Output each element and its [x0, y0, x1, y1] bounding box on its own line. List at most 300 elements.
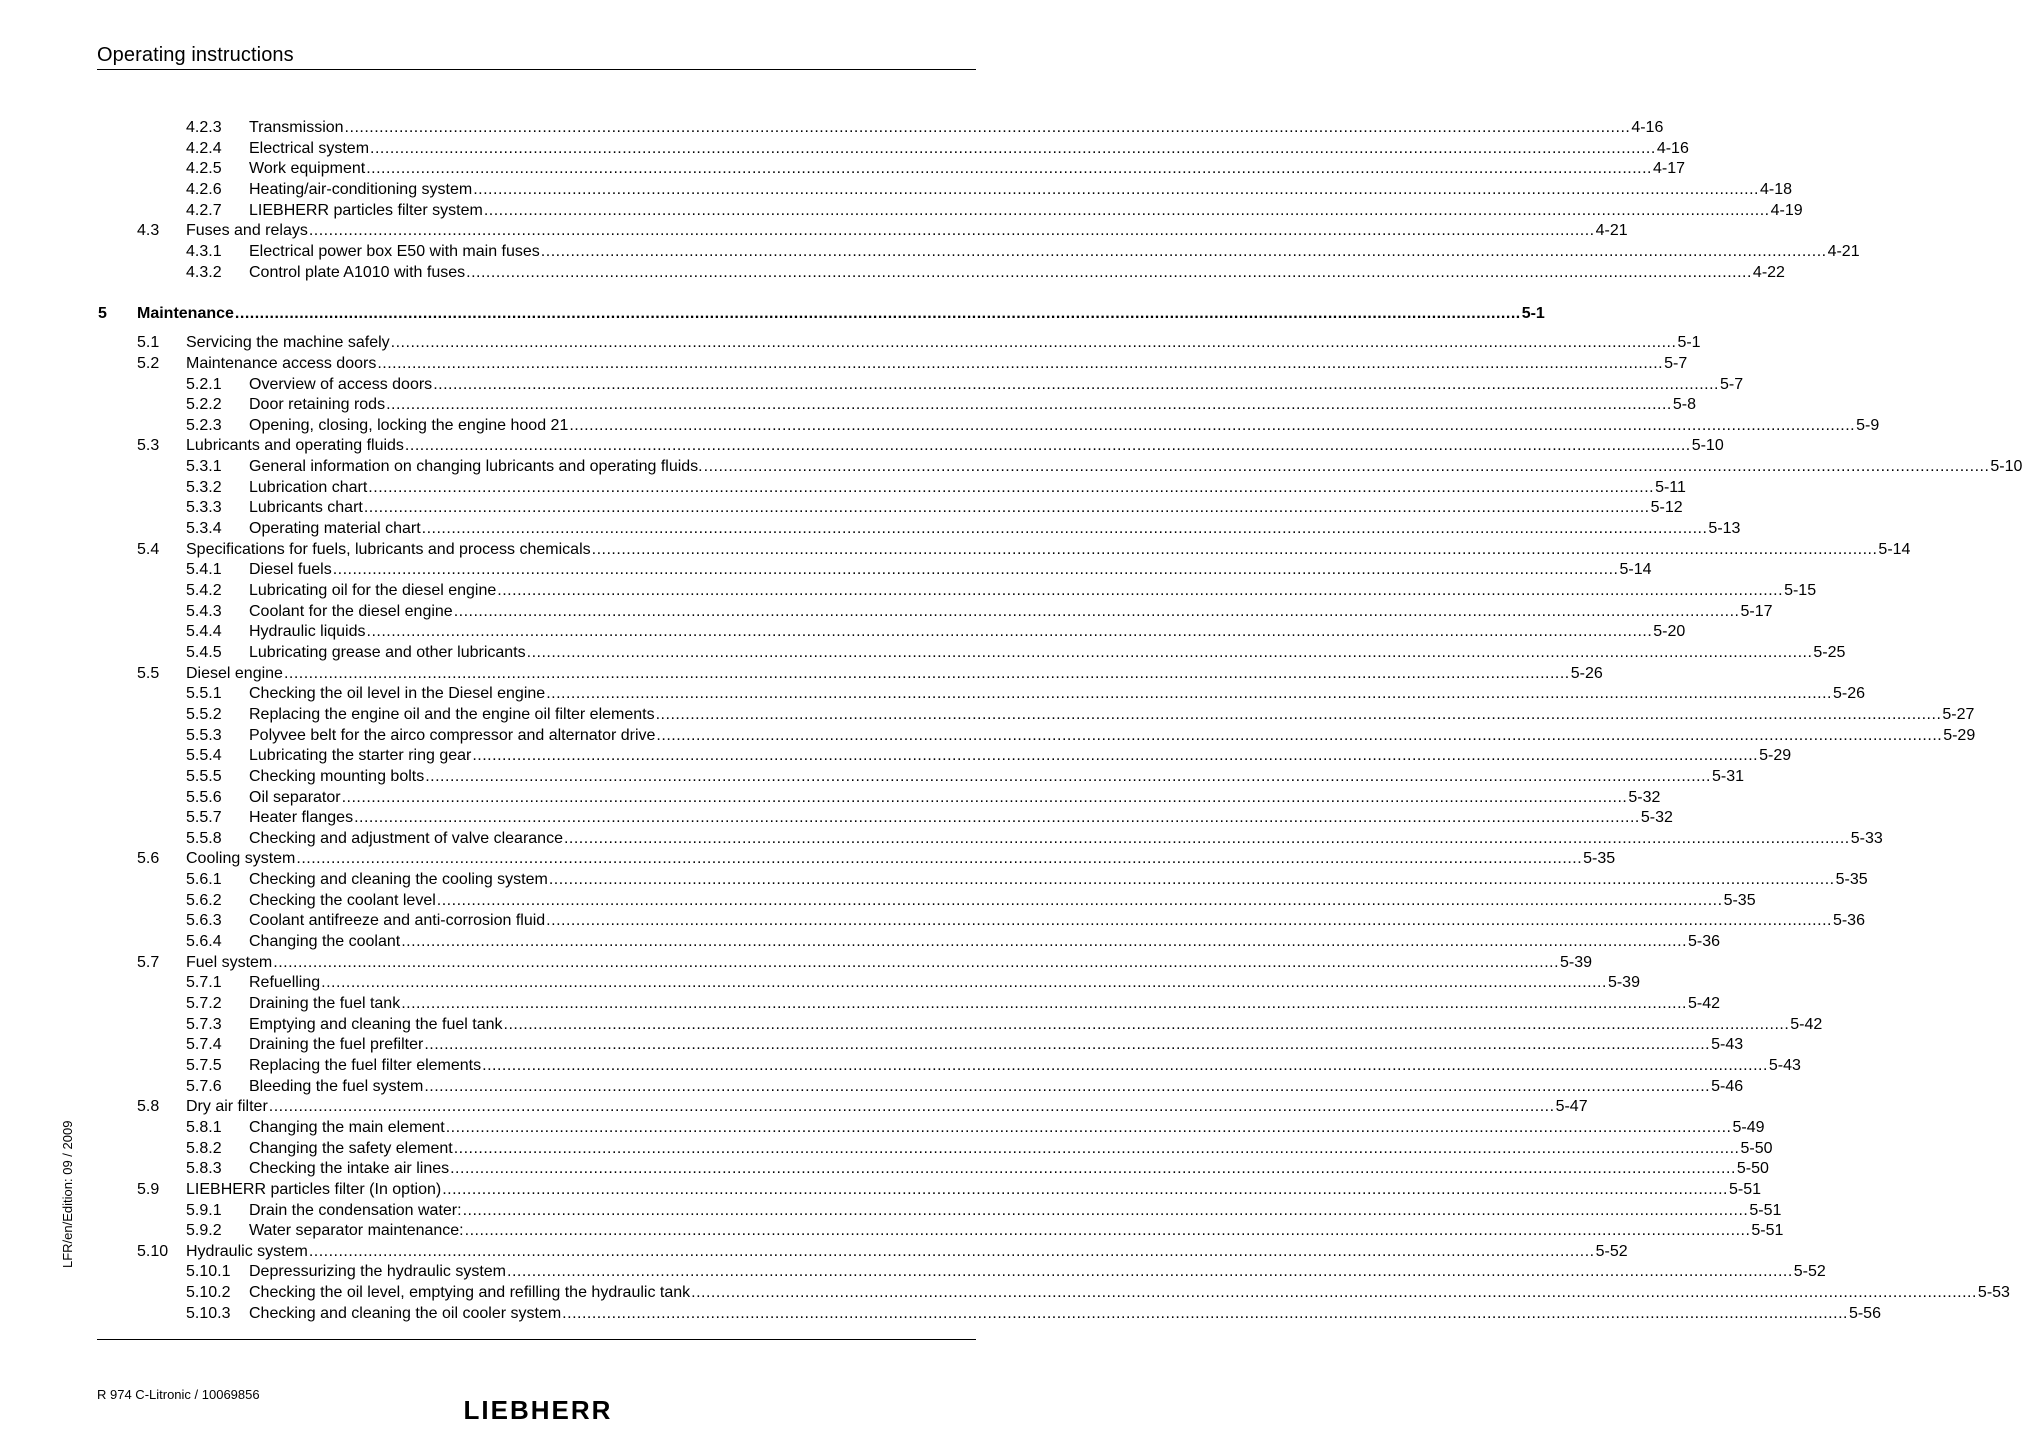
toc-section-title: Checking the intake air lines	[249, 1160, 450, 1178]
toc-page-number: 5-7	[1664, 354, 1688, 372]
toc-page-number: 5-42	[1687, 995, 1721, 1012]
toc-entry	[249, 622, 1686, 642]
toc-entry	[249, 932, 1721, 952]
toc-entry	[249, 684, 1865, 704]
toc-entry	[186, 354, 1688, 374]
toc-section-number: 5.10.2	[186, 1284, 231, 1302]
toc-dot-leader: ....................................................................................................................................................................................................................................................................	[390, 334, 1677, 352]
toc-dot-leader: ....................................................................................................................................................................................................................................................................	[424, 1036, 1711, 1054]
toc-section-title: General information on changing lubricants and operating fluids.	[249, 458, 703, 476]
toc-dot-leader: ....................................................................................................................................................................................................................................................................	[453, 602, 1740, 620]
toc-page-number: 5-47	[1555, 1098, 1588, 1116]
toc-row[interactable]	[0, 849, 1616, 869]
toc-row[interactable]	[0, 1035, 1744, 1055]
toc-page-number: 5-8	[1672, 396, 1696, 414]
toc-page-number: 5-26	[1832, 685, 1865, 703]
toc-row[interactable]	[0, 1201, 1782, 1221]
toc-page-number: 5-51	[1728, 1180, 1762, 1198]
toc-section-number: 5.5.2	[186, 705, 222, 723]
toc-row[interactable]	[0, 1077, 1744, 1097]
toc-entry	[249, 994, 1721, 1014]
toc-section-title: Oil separator	[249, 788, 341, 806]
toc-row[interactable]	[0, 375, 1744, 395]
toc-row[interactable]	[0, 540, 1911, 560]
toc-row[interactable]	[0, 333, 1701, 353]
toc-row[interactable]	[0, 1097, 1588, 1117]
footer-rule	[97, 1339, 976, 1340]
toc-entry	[249, 1283, 2010, 1303]
toc-dot-leader: ....................................................................................................................................................................................................................................................................	[507, 1263, 1793, 1281]
toc-dot-leader: ....................................................................................................................................................................................................................................................................	[591, 540, 1878, 558]
toc-section-number: 5.7.3	[186, 1015, 222, 1033]
toc-section-number: 5.5.8	[186, 829, 222, 847]
toc-row[interactable]	[0, 457, 2022, 477]
toc-page-number: 5-43	[1768, 1056, 1801, 1074]
toc-chapter-row[interactable]	[0, 304, 1545, 324]
toc-entry	[249, 201, 1803, 221]
toc-entry	[249, 1118, 1765, 1138]
toc-entry	[249, 180, 1793, 200]
toc-entry	[249, 788, 1661, 808]
toc-page-number: 5-51	[1751, 1222, 1784, 1240]
toc-row[interactable]	[0, 139, 1689, 159]
toc-entry	[249, 159, 1686, 179]
toc-dot-leader: ....................................................................................................................................................................................................................................................................	[308, 1242, 1595, 1260]
toc-section-title: Maintenance	[137, 305, 234, 323]
toc-entry	[186, 1242, 1628, 1262]
toc-page-number: 5-32	[1628, 788, 1661, 806]
toc-dot-leader: ....................................................................................................................................................................................................................................................................	[497, 582, 1784, 599]
toc-dot-leader: ....................................................................................................................................................................................................................................................................	[273, 953, 1560, 971]
toc-section-number: 5.9	[137, 1180, 160, 1198]
toc-entry	[249, 808, 1673, 828]
toc-entry	[249, 1159, 1769, 1179]
toc-page-number: 5-33	[1850, 829, 1883, 847]
toc-row[interactable]	[0, 994, 1721, 1014]
toc-entry	[249, 891, 1756, 911]
toc-dot-leader: ....................................................................................................................................................................................................................................................................	[548, 871, 1835, 889]
toc-row[interactable]	[0, 1118, 1765, 1138]
toc-section-number: 5.3.4	[186, 520, 222, 538]
toc-section-title: Servicing the machine safely	[186, 334, 390, 352]
toc-row[interactable]	[0, 891, 1756, 911]
toc-section-title: Work equipment	[249, 160, 366, 178]
toc-row[interactable]	[0, 201, 1803, 221]
toc-section-title: Fuses and relays	[186, 222, 308, 240]
toc-section-number: 5.3.3	[186, 499, 222, 517]
toc-page-number: 5-1	[1677, 334, 1701, 352]
toc-section-title: Heating/air-conditioning system	[249, 180, 473, 198]
toc-page-number: 5-52	[1595, 1242, 1628, 1260]
toc-page-number: 4-21	[1595, 222, 1628, 240]
toc-entry	[186, 333, 1701, 353]
toc-row[interactable]	[0, 746, 1792, 766]
toc-page-number: 5-7	[1719, 375, 1744, 393]
toc-section-title: Coolant for the diesel engine	[249, 602, 453, 620]
toc-row[interactable]	[0, 870, 1868, 890]
logo-text: LIEBHERR	[463, 1395, 613, 1425]
toc-dot-leader: ....................................................................................................................................................................................................................................................................	[703, 458, 1990, 476]
toc-section-title: Water separator maintenance:	[249, 1222, 464, 1240]
toc-dot-leader: ....................................................................................................................................................................................................................................................................	[363, 499, 1650, 517]
toc-entry	[249, 1015, 1823, 1035]
toc-section-title: Emptying and cleaning the fuel tank	[249, 1015, 503, 1033]
toc-row[interactable]	[0, 788, 1661, 808]
toc-section-number: 5.5.7	[186, 809, 222, 827]
toc-page-number: 5-35	[1835, 871, 1868, 889]
toc-entry	[186, 1180, 1762, 1200]
toc-page-number: 5-15	[1784, 582, 1817, 599]
toc-section-title: Hydraulic liquids	[249, 623, 366, 641]
toc-section-title: Maintenance access doors	[186, 354, 377, 372]
toc-section-title: Refuelling	[249, 974, 321, 992]
toc-row[interactable]	[0, 622, 1686, 642]
toc-entry	[186, 436, 1724, 456]
toc-page-number: 5-32	[1640, 809, 1673, 827]
toc-section-title: Transmission	[249, 119, 344, 136]
toc-page-number: 5-25	[1813, 643, 1846, 661]
toc-dot-leader: ....................................................................................................................................................................................................................................................................	[404, 437, 1691, 455]
toc-section-title: Changing the coolant	[249, 933, 401, 951]
toc-section-title: Checking the coolant level	[249, 891, 436, 909]
toc-section-number: 5.7.2	[186, 995, 222, 1012]
toc-section-number: 5.7.4	[186, 1036, 222, 1054]
toc-section-number: 5.10.3	[186, 1304, 231, 1322]
toc-entry	[186, 664, 1603, 684]
toc-row[interactable]	[0, 159, 1686, 179]
toc-entry	[249, 1035, 1744, 1055]
toc-section-number: 5.7.1	[186, 974, 222, 992]
toc-dot-leader: ....................................................................................................................................................................................................................................................................	[401, 995, 1687, 1012]
toc-page-number: 5-31	[1712, 767, 1745, 785]
toc-row[interactable]	[0, 1056, 1801, 1076]
toc-row[interactable]	[0, 911, 1865, 931]
toc-dot-leader: ....................................................................................................................................................................................................................................................................	[482, 1056, 1768, 1074]
toc-row[interactable]	[0, 560, 1652, 580]
toc-dot-leader: ....................................................................................................................................................................................................................................................................	[436, 891, 1723, 909]
toc-section-title: Checking and cleaning the oil cooler system	[249, 1304, 562, 1322]
toc-section-number: 4.2.6	[186, 180, 222, 198]
toc-entry	[186, 540, 1911, 560]
toc-section-number: 5.9.1	[186, 1201, 222, 1219]
toc-row[interactable]	[0, 581, 1817, 601]
toc-section-number: 5.7.5	[186, 1056, 222, 1074]
toc-page-number: 5-14	[1619, 561, 1652, 579]
toc-section-number: 5.4	[137, 540, 160, 558]
toc-entry	[249, 457, 2022, 477]
toc-section-number: 5.6.3	[186, 912, 222, 930]
toc-dot-leader: ....................................................................................................................................................................................................................................................................	[370, 139, 1656, 157]
toc-row[interactable]	[0, 478, 1686, 498]
toc-section-title: Checking the oil level in the Diesel engine	[249, 685, 546, 703]
toc-entry	[249, 705, 1975, 725]
toc-dot-leader: ....................................................................................................................................................................................................................................................................	[366, 623, 1653, 641]
toc-dot-leader: ....................................................................................................................................................................................................................................................................	[401, 933, 1688, 951]
toc-entry	[249, 911, 1865, 931]
toc-dot-leader: ....................................................................................................................................................................................................................................................................	[562, 1304, 1848, 1322]
toc-dot-leader: ....................................................................................................................................................................................................................................................................	[462, 1201, 1749, 1219]
toc-entry	[249, 1201, 1782, 1221]
toc-row[interactable]	[0, 643, 1846, 663]
toc-section-title: Heater flanges	[249, 809, 354, 827]
toc-row[interactable]	[0, 1304, 1881, 1324]
toc-section-title: Lubricating grease and other lubricants	[249, 643, 526, 661]
toc-dot-leader: ....................................................................................................................................................................................................................................................................	[691, 1284, 1977, 1302]
toc-dot-leader: ....................................................................................................................................................................................................................................................................	[354, 809, 1640, 827]
toc-dot-leader: ....................................................................................................................................................................................................................................................................	[540, 242, 1827, 260]
toc-entry	[249, 1304, 1881, 1324]
toc-section-title: Diesel fuels	[249, 561, 332, 579]
toc-row[interactable]	[0, 726, 1976, 746]
toc-page-number: 5-14	[1878, 540, 1911, 558]
toc-section-number: 5.2.2	[186, 396, 222, 414]
toc-section-title: Coolant antifreeze and anti-corrosion fluid	[249, 912, 546, 930]
toc-section-number: 5.4.1	[186, 561, 222, 579]
toc-dot-leader: ....................................................................................................................................................................................................................................................................	[464, 1222, 1751, 1240]
toc-dot-leader: ....................................................................................................................................................................................................................................................................	[368, 478, 1655, 496]
toc-section-number: 5.4.2	[186, 582, 222, 599]
toc-row[interactable]	[0, 1015, 1823, 1035]
toc-row[interactable]	[0, 664, 1603, 684]
toc-entry	[249, 375, 1744, 395]
toc-section-title: Lubrication chart	[249, 478, 368, 496]
toc-row[interactable]	[0, 242, 1860, 262]
toc-section-number: 5.8.2	[186, 1139, 222, 1157]
toc-dot-leader: ....................................................................................................................................................................................................................................................................	[466, 263, 1752, 281]
toc-page-number: 5-56	[1848, 1304, 1881, 1322]
toc-entry	[249, 602, 1773, 622]
toc-entry	[249, 263, 1785, 283]
toc-section-number: 5.6.1	[186, 871, 222, 889]
toc-section-number: 4.2.5	[186, 160, 222, 178]
toc-dot-leader: ....................................................................................................................................................................................................................................................................	[546, 685, 1832, 703]
toc-dot-leader: ....................................................................................................................................................................................................................................................................	[421, 520, 1708, 538]
toc-section-title: Lubricating the starter ring gear	[249, 747, 472, 765]
toc-page-number: 5-35	[1583, 850, 1616, 868]
toc-section-title: Hydraulic system	[186, 1242, 308, 1260]
toc-dot-leader: ....................................................................................................................................................................................................................................................................	[308, 222, 1595, 240]
toc-section-number: 5.5.4	[186, 747, 222, 765]
toc-entry	[249, 560, 1652, 580]
toc-section-title: Overview of access doors	[249, 375, 433, 393]
toc-section-number: 5.10.1	[186, 1263, 231, 1281]
toc-row[interactable]	[0, 705, 1975, 725]
toc-section-title: Checking and adjustment of valve clearance	[249, 829, 563, 847]
toc-dot-leader: ....................................................................................................................................................................................................................................................................	[442, 1180, 1728, 1198]
toc-section-number: 5.2.1	[186, 375, 222, 393]
toc-page-number: 5-49	[1732, 1118, 1765, 1136]
toc-row[interactable]	[0, 221, 1628, 241]
toc-entry	[249, 118, 1664, 138]
toc-section-number: 5.9.2	[186, 1222, 222, 1240]
toc-row[interactable]	[0, 118, 1664, 138]
toc-section-title: Polyvee belt for the airco compressor and alternator drive	[249, 726, 656, 744]
toc-dot-leader: ....................................................................................................................................................................................................................................................................	[268, 1098, 1555, 1116]
toc-dot-leader: ....................................................................................................................................................................................................................................................................	[546, 912, 1832, 930]
toc-entry	[249, 767, 1745, 787]
toc-dot-leader: ....................................................................................................................................................................................................................................................................	[445, 1118, 1732, 1136]
toc-page-number: 5-27	[1942, 705, 1975, 723]
toc-section-title: Checking and cleaning the cooling system	[249, 871, 548, 889]
toc-row[interactable]	[0, 684, 1865, 704]
toc-page-number: 5-10	[1691, 437, 1724, 455]
toc-row[interactable]	[0, 1242, 1628, 1262]
toc-entry	[249, 1262, 1826, 1282]
toc-section-number: 4.2.3	[186, 119, 222, 136]
toc-dot-leader: ....................................................................................................................................................................................................................................................................	[453, 1139, 1740, 1157]
toc-dot-leader: ....................................................................................................................................................................................................................................................................	[377, 354, 1664, 372]
toc-row[interactable]	[0, 436, 1724, 456]
page-header-title: Operating instructions	[97, 44, 294, 66]
toc-dot-leader: ....................................................................................................................................................................................................................................................................	[503, 1015, 1790, 1033]
toc-section-number: 5.10	[137, 1242, 169, 1260]
toc-page-number: 4-19	[1770, 201, 1803, 219]
document-id: R 974 C-Litronic / 10069856	[97, 1387, 260, 1402]
toc-dot-leader: ....................................................................................................................................................................................................................................................................	[425, 767, 1711, 785]
toc-section-number: 5.7.6	[186, 1077, 222, 1095]
toc-page-number: 5-43	[1711, 1036, 1744, 1054]
toc-entry	[249, 395, 1696, 415]
toc-entry	[249, 242, 1860, 262]
toc-row[interactable]	[0, 829, 1883, 849]
toc-page-number: 5-51	[1749, 1201, 1782, 1219]
toc-dot-leader: ....................................................................................................................................................................................................................................................................	[344, 119, 1631, 136]
toc-row[interactable]	[0, 973, 1640, 993]
edition-label: LFR/en/Edition: 09 / 2009	[60, 1120, 75, 1268]
toc-dot-leader: ....................................................................................................................................................................................................................................................................	[483, 201, 1770, 219]
toc-section-number: 5.5.5	[186, 767, 222, 785]
toc-row[interactable]	[0, 180, 1793, 200]
toc-dot-leader: ....................................................................................................................................................................................................................................................................	[283, 664, 1570, 682]
toc-section-title: Depressurizing the hydraulic system	[249, 1263, 506, 1281]
toc-page-number: 4-16	[1656, 139, 1689, 157]
toc-page-number: 5-17	[1740, 602, 1773, 620]
toc-section-title: Cooling system	[186, 850, 296, 868]
toc-page-number: 4-18	[1760, 180, 1793, 198]
toc-dot-leader: ....................................................................................................................................................................................................................................................................	[433, 375, 1719, 393]
toc-dot-leader: ....................................................................................................................................................................................................................................................................	[569, 416, 1856, 434]
toc-row[interactable]	[0, 354, 1688, 374]
toc-dot-leader: ....................................................................................................................................................................................................................................................................	[563, 829, 1850, 847]
toc-section-number: 5.1	[137, 334, 160, 352]
toc-section-number: 5.5.3	[186, 726, 222, 744]
toc-entry	[186, 953, 1593, 973]
toc-entry	[249, 1221, 1784, 1241]
toc-dot-leader: ....................................................................................................................................................................................................................................................................	[366, 160, 1652, 178]
toc-row[interactable]	[0, 602, 1773, 622]
toc-page-number: 4-22	[1752, 263, 1785, 281]
toc-page-number: 5-46	[1711, 1077, 1744, 1095]
toc-entry	[249, 1077, 1744, 1097]
toc-page-number: 5-36	[1832, 912, 1865, 930]
toc-section-title: LIEBHERR particles filter system	[249, 201, 483, 219]
toc-entry	[186, 1097, 1588, 1117]
toc-section-number: 5.2	[137, 354, 160, 372]
toc-entry	[137, 304, 1545, 324]
toc-page-number: 5-50	[1736, 1160, 1769, 1178]
toc-row[interactable]	[0, 416, 1880, 436]
toc-entry	[249, 973, 1640, 993]
toc-dot-leader: ....................................................................................................................................................................................................................................................................	[526, 643, 1813, 661]
toc-page-number: 5-50	[1740, 1139, 1773, 1157]
toc-section-title: Dry air filter	[186, 1098, 268, 1116]
toc-entry	[249, 1056, 1801, 1076]
toc-section-number: 5.2.3	[186, 416, 222, 434]
toc-entry	[186, 221, 1628, 241]
toc-section-title: Drain the condensation water:	[249, 1201, 462, 1219]
toc-row[interactable]	[0, 1159, 1769, 1179]
toc-dot-leader: ....................................................................................................................................................................................................................................................................	[655, 705, 1942, 723]
toc-page-number: 5-20	[1653, 623, 1686, 641]
toc-entry	[249, 519, 1741, 539]
toc-section-title: Operating material chart	[249, 520, 421, 538]
toc-section-number: 5.5	[137, 664, 160, 682]
toc-dot-leader: ....................................................................................................................................................................................................................................................................	[473, 180, 1759, 198]
toc-section-title: Changing the safety element	[249, 1139, 453, 1157]
toc-row[interactable]	[0, 932, 1721, 952]
toc-page-number: 5-26	[1570, 664, 1603, 682]
toc-row[interactable]	[0, 395, 1696, 415]
toc-row[interactable]	[0, 1262, 1826, 1282]
toc-row[interactable]	[0, 1180, 1762, 1200]
toc-row[interactable]	[0, 263, 1785, 283]
toc-section-number: 4.2.7	[186, 201, 222, 219]
toc-entry	[249, 726, 1976, 746]
toc-row[interactable]	[0, 498, 1683, 518]
toc-dot-leader: ....................................................................................................................................................................................................................................................................	[472, 747, 1759, 765]
toc-section-number: 5.3	[137, 437, 160, 455]
toc-section-number: 4.3.2	[186, 263, 222, 281]
toc-section-title: Checking mounting bolts	[249, 767, 425, 785]
toc-entry	[249, 643, 1846, 663]
toc-section-number: 5.6	[137, 850, 160, 868]
toc-section-title: Checking the oil level, emptying and refilling the hydraulic tank	[249, 1284, 691, 1302]
toc-section-title: Lubricants chart	[249, 499, 363, 517]
toc-page-number: 5-29	[1943, 726, 1976, 744]
toc-dot-leader: ....................................................................................................................................................................................................................................................................	[341, 788, 1628, 806]
toc-section-number: 5.5.6	[186, 788, 222, 806]
toc-row[interactable]	[0, 1283, 2010, 1303]
toc-page-number: 5-53	[1977, 1284, 2010, 1302]
toc-row[interactable]	[0, 953, 1593, 973]
toc-section-title: Fuel system	[186, 953, 273, 971]
toc-section-title: Draining the fuel prefilter	[249, 1036, 424, 1054]
toc-section-number: 5.4.3	[186, 602, 222, 620]
toc-section-title: Opening, closing, locking the engine hood 21	[249, 416, 569, 434]
toc-section-title: Electrical power box E50 with main fuses	[249, 242, 540, 260]
toc-row[interactable]	[0, 767, 1745, 787]
toc-section-title: Bleeding the fuel system	[249, 1077, 424, 1095]
toc-section-number: 5.8	[137, 1098, 160, 1116]
toc-section-title: Specifications for fuels, lubricants and process chemicals	[186, 540, 591, 558]
toc-page-number: 5-13	[1708, 520, 1741, 538]
toc-section-title: Lubricants and operating fluids	[186, 437, 404, 455]
toc-row[interactable]	[0, 1221, 1784, 1241]
toc-page-number: 5-39	[1560, 953, 1593, 971]
toc-row[interactable]	[0, 808, 1673, 828]
toc-section-title: Replacing the fuel filter elements	[249, 1056, 482, 1074]
toc-dot-leader: ....................................................................................................................................................................................................................................................................	[296, 850, 1583, 868]
toc-row[interactable]	[0, 519, 1741, 539]
toc-section-number: 5.4.4	[186, 623, 222, 641]
toc-section-number: 4.3	[137, 222, 160, 240]
toc-entry	[249, 498, 1683, 518]
toc-row[interactable]	[0, 1139, 1773, 1159]
toc-page-number: 5-9	[1856, 416, 1880, 434]
toc-dot-leader: ....................................................................................................................................................................................................................................................................	[386, 396, 1672, 414]
toc-section-number: 4.3.1	[186, 242, 222, 260]
toc-entry	[249, 870, 1868, 890]
